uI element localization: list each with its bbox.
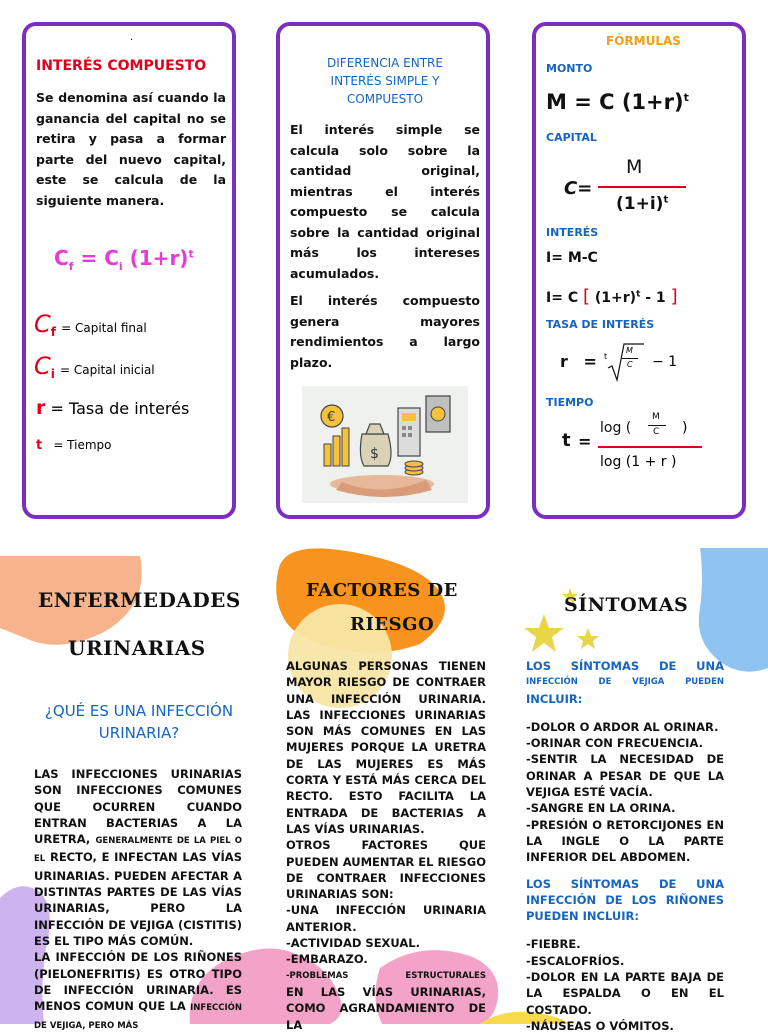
panel2-para2: El interés compuesto genera mayores rendimientos a largo plazo.: [290, 293, 480, 370]
col3-intro-a: LOS SÍNTOMAS DE UNA: [526, 659, 724, 673]
tasa-r: [560, 352, 597, 371]
col1-subtitle: ¿QUÉ ES UNA INFECCIÓN URINARIA?: [44, 702, 234, 742]
col2-item1: -UNA INFECCIÓN URINARIA ANTERIOR.: [286, 903, 486, 934]
interes-f2-b: (1+r): [594, 290, 637, 306]
panel1-text: Se denomina así cuando la ganancia del capital no se retira y pasa a formar parte del nuevo capital, este se calcula de la siguiente manera.: [36, 90, 226, 208]
interes-f2-a: I= C: [546, 290, 579, 306]
tiempo-num-close: ): [682, 420, 688, 436]
col1-p2a: LA INFECCIÓN DE LOS RIÑONES (PIELONEFRITIS) ES OTRO TIPO DE INFECCIÓN URINARIA. ES MENOS COMUN QUE LA: [34, 950, 242, 1014]
def-cf-text: = Capital final: [61, 321, 147, 335]
capital-exp: t: [663, 194, 669, 206]
col3-title: SÍNTOMAS: [564, 594, 689, 616]
def-t-sym: t: [36, 438, 43, 453]
col3-item: -DOLOR O ARDOR AL ORINAR.: [526, 719, 719, 734]
col1-p1a: LAS INFECCIONES URINARIAS SON INFECCIONES COMUNES QUE OCURREN CUANDO ENTRAN BACTERIAS A LA URETRA,: [34, 767, 242, 847]
col2-item3: -EMBARAZO.: [286, 952, 368, 967]
tiempo-num: [600, 420, 631, 436]
def-ci: [34, 352, 155, 381]
formula-ci: C: [104, 246, 119, 270]
tiempo-num-c: C: [653, 427, 660, 437]
col1-p1b: GENERALMENTE DE LA PIEL O EL: [34, 836, 242, 865]
tiempo-inner-line: [648, 425, 666, 426]
col3-body: [526, 658, 724, 1034]
formula-exp: t: [188, 247, 194, 261]
monto-exp: t: [683, 91, 689, 104]
col3-intro-c: INCLUIR:: [526, 691, 583, 706]
interes-f2-c: - 1: [645, 290, 666, 306]
col3-item2: -FIEBRE.: [526, 937, 581, 952]
capital-den-text: (1+i): [616, 194, 664, 214]
col3-item: -SANGRE EN LA ORINA.: [526, 801, 676, 816]
def-t: [36, 434, 112, 453]
col1-body: [34, 766, 242, 1035]
def-ci-sym: C: [34, 352, 51, 380]
monto-label: MONTO: [546, 62, 593, 75]
col3-item: -PRESIÓN O RETORCIJONES EN LA INGLE O LA PARTE INFERIOR DEL ABDOMEN.: [526, 817, 724, 865]
def-r-sym: r: [36, 397, 46, 419]
svg-text:€: €: [327, 410, 336, 425]
def-ci-sub: i: [50, 367, 55, 382]
tiempo-label: TIEMPO: [546, 396, 594, 409]
col3-item2: -NÁUSEAS O VÓMITOS.: [526, 1018, 674, 1033]
col3-item2: -ESCALOFRÍOS.: [526, 953, 625, 968]
col3-item: -SENTIR LA NECESIDAD DE ORINAR A PESAR DE QUE LA VEJIGA ESTÉ VACÍA.: [526, 752, 724, 800]
formula-ci-sub: i: [118, 260, 123, 273]
monto-formula: [546, 90, 689, 114]
interes-label: INTERÉS: [546, 226, 599, 239]
dot-mark: .: [130, 32, 134, 43]
panel-diferencia: [276, 22, 490, 519]
col2-item2: -ACTIVIDAD SEXUAL.: [286, 936, 420, 951]
formula-cf-sub: f: [68, 260, 74, 273]
col2-title1: FACTORES DE: [306, 580, 458, 601]
capital-num: M: [626, 156, 643, 178]
col3-item: -ORINAR CON FRECUENCIA.: [526, 736, 703, 751]
tasa-label: TASA DE INTERÉS: [546, 318, 655, 331]
capital-c: C=: [564, 178, 593, 199]
panel3-title: FÓRMULAS: [606, 34, 681, 48]
col2-title2: RIESGO: [350, 614, 435, 635]
tasa-minus: − 1: [652, 354, 678, 370]
col1-title1: ENFERMEDADES: [38, 588, 241, 612]
col2-item4a: -PROBLEMAS: [286, 970, 349, 981]
tasa-fraction-line: [622, 358, 638, 359]
panel2-para1: El interés simple se calcula solo sobre la cantidad original, mientras el interés compuesto se calcula sobre la cantidad original más los intereses acumulados.: [290, 122, 480, 281]
tasa-eq: =: [583, 352, 597, 371]
def-r-text: = Tasa de interés: [50, 399, 190, 418]
def-cf-sym: C: [34, 310, 51, 338]
col2-item4-head: [286, 968, 486, 984]
monto-formula-text: M = C (1+r): [546, 90, 684, 114]
tasa-r-sym: r: [560, 352, 568, 371]
col3-intro2: LOS SÍNTOMAS DE UNA INFECCIÓN DE LOS RIÑONES PUEDEN INCLUIR:: [526, 876, 724, 924]
panel-interes-compuesto: [22, 22, 236, 519]
panel2-title: DIFERENCIA ENTRE INTERÉS SIMPLE Y COMPUESTO: [327, 56, 443, 106]
col1-title2: URINARIAS: [68, 636, 206, 660]
col3-intro-b: INFECCIÓN DE VEJIGA PUEDEN: [526, 677, 724, 688]
def-cf: [34, 310, 147, 339]
tasa-num: M: [626, 346, 633, 355]
col2-item4b: ESTRUCTURALES: [405, 970, 486, 981]
def-ci-text: = Capital inicial: [59, 363, 155, 377]
main-formula: [54, 246, 194, 273]
tiempo-num-m: M: [652, 412, 660, 422]
interes-f1: I= M-C: [546, 250, 598, 266]
col1-p1c: RECTO, E INFECTAN LAS VÍAS URINARIAS. PUEDEN AFECTAR A DISTINTAS PARTES DE LAS VÍAS URINARIAS, PERO LA INFECCIÓN DE VEJIGA (CISTITIS) ES EL TIPO MÁS COMÚN.: [34, 850, 242, 948]
capital-den: [616, 194, 668, 214]
capital-label: CAPITAL: [546, 131, 597, 144]
money-illustration: [302, 386, 468, 503]
col2-item4c: EN LAS VÍAS URINARIAS, COMO AGRANDAMIENTO DE LA: [286, 984, 486, 1032]
tasa-root-index: t: [604, 352, 608, 361]
col2-body: [286, 658, 486, 1033]
col2-p2: OTROS FACTORES QUE PUEDEN AUMENTAR EL RIESGO DE CONTRAER INFECCIONES URINARIAS SON:: [286, 838, 486, 902]
panel-formulas: [532, 22, 746, 519]
formula-cf: C: [54, 246, 69, 270]
capital-fraction-line: [598, 186, 686, 188]
interes-f2: I= C [ $(1+r)^t - 1$ ]: [546, 286, 678, 307]
col1-p2b: INFECCIÓN DE VEJIGA, PERO MÁS: [34, 1003, 242, 1032]
def-r: [36, 397, 189, 419]
formula-paren: (1+r): [129, 246, 189, 270]
interes-f2-exp: t: [636, 289, 641, 300]
tiempo-eq: =: [578, 432, 592, 451]
col2-p1: ALGUNAS PERSONAS TIENEN MAYOR RIESGO DE CONTRAER UNA INFECCIÓN URINARIA. LAS INFECCIONES URINARIAS SON MÁS COMUNES EN LAS MUJERES PORQUE LA URETRA DE LAS MUJERES ES MÁS CORTA Y ESTÁ MÁS CERCA DEL RECTO. ESTO FACILITA LA ENTRADA DE BACTERIAS A LAS VÍAS URINARIAS.: [286, 659, 486, 836]
tiempo-num-log: log (: [600, 420, 632, 436]
tasa-den: C: [627, 360, 633, 369]
tiempo-den: log (1 + r ): [600, 454, 677, 470]
formula-eq: =: [80, 246, 98, 270]
svg-text:$: $: [370, 446, 379, 462]
col3-item2: -DOLOR EN LA PARTE BAJA DE LA ESPALDA O EN EL COSTADO.: [526, 970, 724, 1017]
panel1-title: INTERÉS COMPUESTO: [36, 58, 207, 74]
def-t-text: = Tiempo: [53, 438, 112, 452]
def-cf-sub: f: [50, 325, 56, 340]
tiempo-fraction-line: [598, 446, 702, 448]
tiempo-t: t: [562, 430, 571, 451]
